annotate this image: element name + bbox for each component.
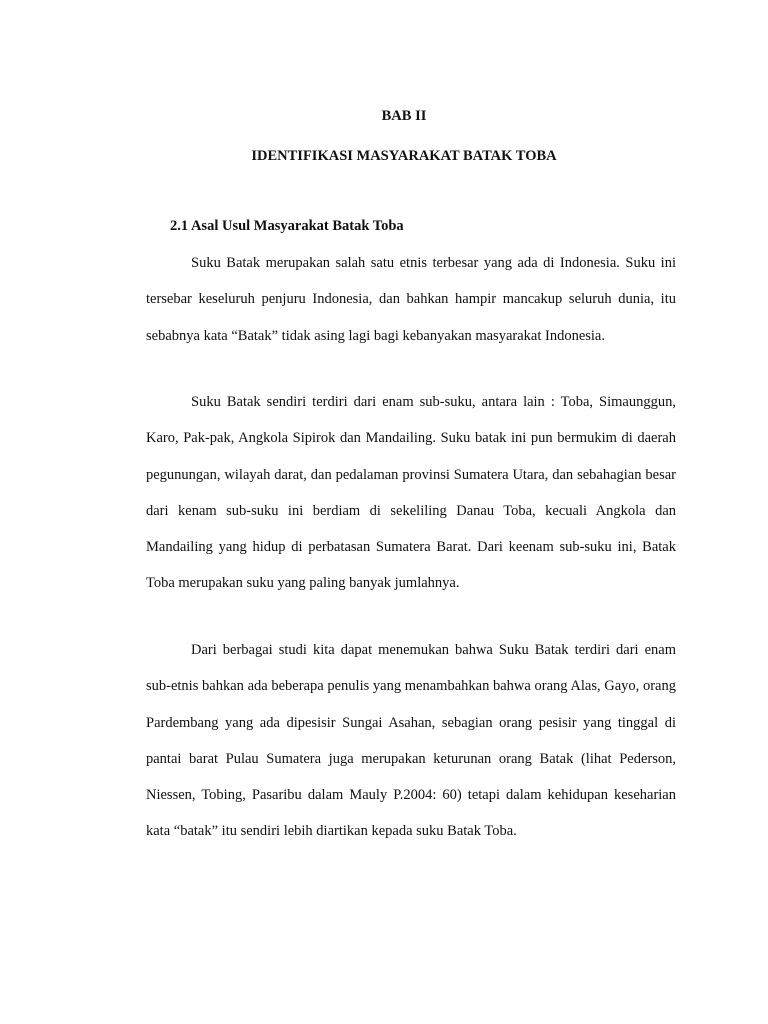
paragraph-3: Dari berbagai studi kita dapat menemukan bahwa Suku Batak terdiri dari enam sub-etnis bahkan ada beberapa penulis yang menambahkan bahwa orang Alas, Gayo, orang Pardembang yang ada dipesisir Sungai Asahan, sebagian orang pesisir yang tinggal di pantai barat Pulau Sumatera juga merupakan keturunan orang Batak (lihat Pederson, Niessen, Tobing, Pasaribu dalam Mauly P.2004: 60) tetapi dalam kehidupan keseharian kata “batak” itu sendiri lebih diartikan kepada suku Batak Toba.: [146, 642, 676, 840]
chapter-title: IDENTIFIKASI MASYARAKAT BATAK TOBA: [251, 148, 557, 164]
chapter-heading: BAB II: [381, 108, 427, 124]
paragraph-2: Suku Batak sendiri terdiri dari enam sub-suku, antara lain : Toba, Simaunggun, Karo, Pak-pak, Angkola Sipirok dan Mandailing. Suku batak ini pun bermukim di daerah pegunungan, wilayah darat, dan pedalaman provinsi Sumatera Utara, dan sebahagian besar dari kenam sub-suku ini berdiam di sekeliling Danau Toba, kecuali Angkola dan Mandailing yang hidup di perbatasan Sumatera Barat. Dari keenam sub-suku ini, Batak Toba merupakan suku yang paling banyak jumlahnya.: [146, 394, 676, 592]
section-heading: 2.1 Asal Usul Masyarakat Batak Toba: [170, 218, 404, 234]
paragraph-1: Suku Batak merupakan salah satu etnis terbesar yang ada di Indonesia. Suku ini tersebar keseluruh penjuru Indonesia, dan bahkan hampir mancakup seluruh dunia, itu sebabnya kata “Batak” tidak asing lagi bagi kebanyakan masyarakat Indonesia.: [146, 255, 676, 344]
